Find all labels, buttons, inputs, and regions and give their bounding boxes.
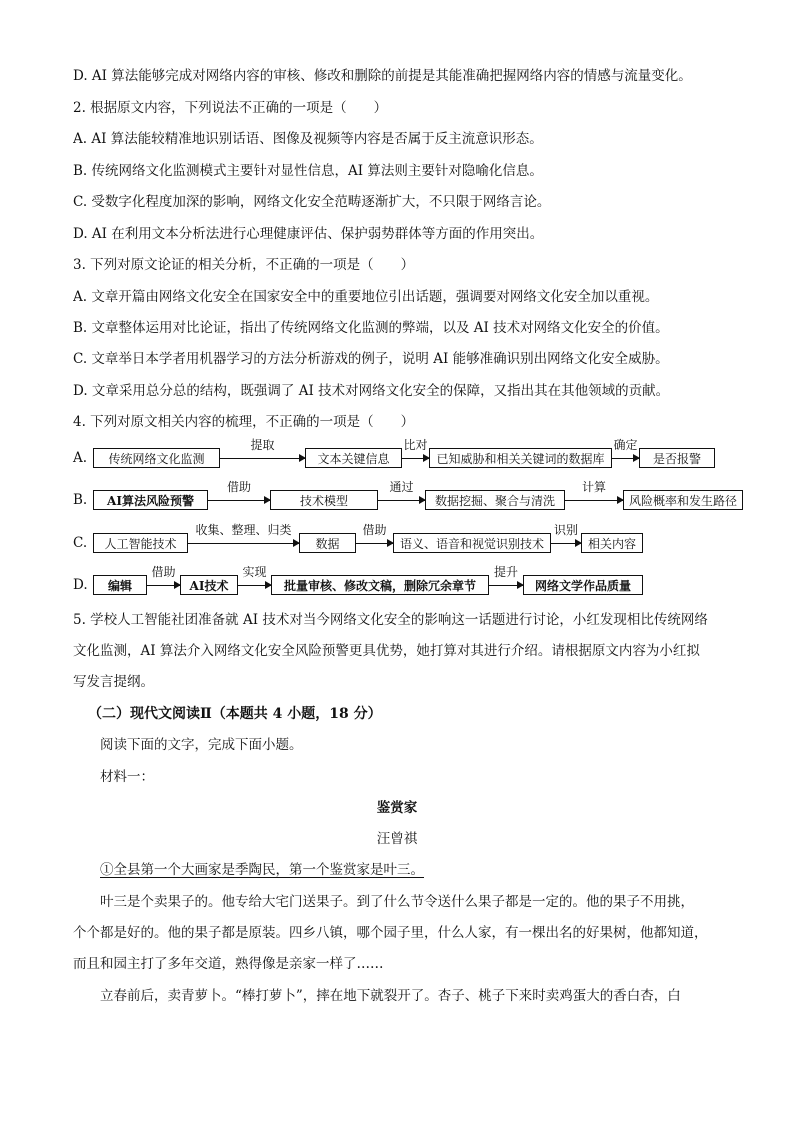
flow-arrow	[402, 458, 429, 459]
flow-node: 技术模型	[270, 490, 378, 510]
q4-stem: 4. 下列对原文相关内容的梳理，不正确的一项是（ ）	[73, 414, 415, 430]
q4-flow-d	[73, 565, 673, 599]
flow-arrow	[378, 500, 425, 501]
story-paragraph-1	[100, 860, 424, 880]
flow-arrow	[551, 543, 581, 544]
story-paragraph-3-line-1: 立春前后，卖青萝卜。“棒打萝卜”，摔在地下就裂开了。杏子、桃子下来时卖鸡蛋大的香白杏，白	[100, 988, 681, 1004]
flow-arrow-label: 收集、整理、归类	[195, 523, 292, 537]
q2-option-d: D. AI 在利用文本分析法进行心理健康评估、保护弱势群体等方面的作用突出。	[73, 226, 544, 242]
flow-arrow-label: 提升	[493, 565, 518, 579]
flow-arrow-label: 借助	[151, 565, 176, 579]
flow-arrow-label: 比对	[403, 438, 428, 452]
q1-option-d: D. AI 算法能够完成对网络内容的审核、修改和删除的前提是其能准确把握网络内容的情感与流量变化。	[73, 68, 692, 84]
q4-flow-c	[73, 523, 673, 557]
flow-node: 已知威胁和相关关键词的数据库	[429, 448, 612, 468]
flow-arrow-label: 通过	[389, 480, 414, 494]
flow-option-label: C.	[73, 535, 88, 551]
flow-arrow	[147, 585, 180, 586]
flow-arrow-label: 借助	[362, 523, 387, 537]
section-heading: （二）现代文阅读Ⅱ（本题共 4 小题，18 分）	[88, 706, 382, 722]
flow-node: 文本关键信息	[305, 448, 402, 468]
flow-arrow	[612, 458, 639, 459]
q3-option-a: A. 文章开篇由网络文化安全在国家安全中的重要地位引出话题，强调要对网络文化安全加以重视。	[73, 289, 659, 305]
flow-option-label: A.	[73, 450, 88, 466]
flow-node: 语义、语音和视觉识别技术	[393, 533, 551, 553]
story-paragraph-2-line-2: 个个都是好的。他的果子都是原装。四乡八镇，哪个园子里，什么人家，有一棵出名的好果树，他都知道，	[73, 925, 708, 941]
q4-flow-a	[73, 438, 701, 472]
flow-arrow	[188, 543, 299, 544]
material-label: 材料一：	[100, 769, 154, 785]
flow-option-label: B.	[73, 492, 88, 508]
flow-node: 网络文学作品质量	[523, 575, 643, 595]
flow-arrow	[238, 585, 271, 586]
q5-line-2: 文化监测，AI 算法介入网络文化安全风险预警更具优势，她打算对其进行介绍。请根据原文内容为小红拟	[73, 643, 700, 659]
q4-flow-b	[73, 480, 737, 514]
story-author: 汪曾祺	[376, 831, 418, 847]
flow-node: AI算法风险预警	[93, 490, 208, 510]
flow-arrow-label: 借助	[226, 480, 251, 494]
q5-line-1: 5. 学校人工智能社团准备就 AI 技术对当今网络文化安全的影响这一话题进行讨论，小红发现相比传统网络	[73, 612, 708, 628]
flow-option-label: D.	[73, 577, 88, 593]
q3-option-b: B. 文章整体运用对比论证，指出了传统网络文化监测的弊端，以及 AI 技术对网络文化安全的价值。	[73, 320, 669, 336]
q3-option-d: D. 文章采用总分总的结构，既强调了 AI 技术对网络文化安全的保障，又指出其在其他领域的贡献。	[73, 383, 670, 399]
flow-arrow-label: 计算	[581, 480, 606, 494]
flow-node: 数据	[299, 533, 356, 553]
q3-stem: 3. 下列对原文论证的相关分析，不正确的一项是（ ）	[73, 257, 415, 273]
flow-arrow-label: 实现	[242, 565, 267, 579]
story-paragraph-2-line-3: 而且和园主打了多年交道，熟得像是亲家一样了……	[73, 956, 384, 972]
flow-arrow	[489, 585, 523, 586]
flow-node: 批量审核、修改文稿，删除冗余章节	[271, 575, 489, 595]
flow-arrow	[356, 543, 393, 544]
flow-arrow	[220, 458, 305, 459]
q5-line-3: 写发言提纲。	[73, 674, 154, 690]
q2-option-c: C. 受数字化程度加深的影响，网络文化安全范畴逐渐扩大，不只限于网络言论。	[73, 194, 551, 210]
q3-option-c: C. 文章举日本学者用机器学习的方法分析游戏的例子，说明 AI 能够准确识别出网络文化安全威胁。	[73, 351, 669, 367]
q2-stem: 2. 根据原文内容，下列说法不正确的一项是（ ）	[73, 100, 388, 116]
underlined-sentence: ①全县第一个大画家是季陶民，第一个鉴赏家是叶三。	[100, 862, 424, 878]
story-title: 鉴赏家	[376, 800, 418, 816]
q2-option-b: B. 传统网络文化监测模式主要针对显性信息，AI 算法则主要针对隐喻化信息。	[73, 163, 543, 179]
q2-option-a: A. AI 算法能较精准地识别话语、图像及视频等内容是否属于反主流意识形态。	[73, 131, 543, 147]
flow-node: 相关内容	[581, 533, 643, 553]
section-instruction: 阅读下面的文字，完成下面小题。	[100, 737, 303, 753]
flow-arrow-label: 提取	[250, 438, 275, 452]
flow-node: 是否报警	[639, 448, 715, 468]
story-paragraph-2-line-1: 叶三是个卖果子的。他专给大宅门送果子。到了什么节令送什么果子都是一定的。他的果子不用挑，	[100, 894, 694, 910]
flow-arrow-label: 识别	[553, 523, 578, 537]
flow-node: 编辑	[93, 575, 147, 595]
flow-node: 风险概率和发生路径	[623, 490, 743, 510]
flow-node: 人工智能技术	[93, 533, 188, 553]
flow-node: 传统网络文化监测	[93, 448, 220, 468]
flow-arrow-label: 确定	[613, 438, 638, 452]
flow-arrow	[208, 500, 270, 501]
flow-node: AI技术	[180, 575, 238, 595]
flow-arrow	[565, 500, 623, 501]
flow-node: 数据挖掘、聚合与清洗	[425, 490, 565, 510]
